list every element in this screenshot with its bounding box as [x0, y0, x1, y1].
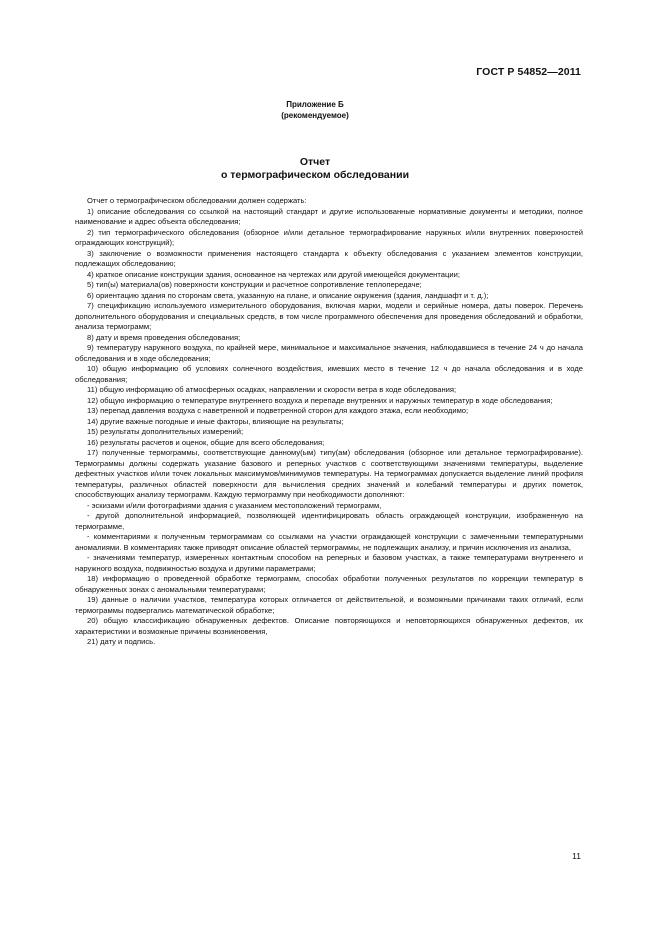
list-item: 21) дату и подпись.: [87, 637, 156, 646]
list-item: 3) заключение о возможности применения настоящего стандарта к объекту обследования с указанием элементов конструкции, подлежащих обследованию;: [75, 248, 583, 268]
list-item: 2) тип термографического обследования (обзорное и/или детальное термографирование наружных и/или внутренних поверхностей ограждающих конструкций);: [75, 227, 583, 247]
list-item: 6) ориентацию здания по сторонам света, указанную на плане, и описание окружения (здания, ландшафт и т. д.);: [87, 290, 489, 300]
list-item: 11) общую информацию об атмосферных осадках, направлении и скорости ветра в ходе обследования;: [87, 385, 457, 394]
list-item: 10) общую информацию об условиях солнечного воздействия, имевших место в течение 12 ч до начала обследования и в ходе обследования;: [75, 364, 583, 384]
list-subitem: - эскизами и/или фотографиями здания с указанием местоположений термограмм,: [87, 500, 382, 510]
list-item: 20) общую классификацию обнаруженных дефектов. Описание повторяющихся и неповторяющихся обнаруженных дефектов, их характеристики и возможные причины возникновения,: [75, 616, 583, 636]
list-item: 4) краткое описание конструкции здания, основанное на чертежах или другой имеющейся документации;: [87, 269, 460, 279]
list-subitem: - значениями температур, измеренных контактным способом на реперных и базовом участках, а также температурами внутреннего и наружного воздуха, подвижностью воздуха и другими параметрами;: [75, 553, 583, 573]
report-title-line-1: Отчет: [299, 156, 331, 168]
list-item: 14) другие важные погодные и иные факторы, влияющие на результаты;: [87, 416, 344, 426]
list-item: 7) спецификацию используемого измерительного оборудования, включая марки, модели и серийные номера, даты поверок. Перечень дополнительного оборудования и специальных средств, в том числе программного обеспечения для проведения обследований и обработки, анализа термограмм;: [75, 301, 583, 331]
page-number: 11: [572, 851, 581, 861]
appendix-type: (рекомендуемое): [281, 111, 349, 120]
list-item: 8) дату и время проведения обследования;: [87, 332, 241, 342]
list-item: 1) описание обследования со ссылкой на настоящий стандарт и другие использованные нормативные документы и методики, полное наименование и адрес объекта обследования;: [75, 206, 583, 226]
appendix-name: Приложение Б: [286, 100, 344, 109]
appendix-heading: [0, 99, 630, 121]
report-body: [75, 196, 583, 648]
report-title-line-2: о термографическом обследовании: [220, 169, 410, 181]
list-item: 16) результаты расчетов и оценок, общие для всего обследования;: [87, 437, 325, 447]
report-title: [0, 156, 630, 182]
standard-code: ГОСТ Р 54852—2011: [476, 66, 581, 78]
intro-paragraph: Отчет о термографическом обследовании должен содержать:: [87, 196, 307, 205]
list-item: 18) информацию о проведенной обработке термограмм, способах обработки полученных результатов по коррекции температур в обнаруженных зонах с аномальными температурами;: [75, 574, 583, 594]
list-item: 9) температуру наружного воздуха, по крайней мере, минимальное и максимальное значения, наблюдавшиеся в течение 24 ч до начала обследования и в ходе обследования;: [75, 343, 583, 363]
list-subitem: - другой дополнительной информацией, позволяющей идентифицировать область ограждающей конструкции, изображенную на термограмме,: [75, 511, 583, 531]
list-item: 15) результаты дополнительных измерений;: [87, 427, 244, 436]
list-item: 5) тип(ы) материала(ов) поверхности конструкции и расчетное сопротивление теплопередаче;: [87, 280, 422, 289]
list-subitem: - комментариями к полученным термограммам со ссылками на участки ограждающей конструкции с замеченными температурными аномалиями. В комментариях также приводят описание областей термограммы, не подлежащих анализу, и причин исключения из анализа,: [75, 532, 583, 552]
list-item: 17) полученные термограммы, соответствующие данному(ым) типу(ам) обследования (обзорное или детальное термографирование). Термограммы должны содержать указание базового и реперных участков с соответствующими значениями температуры, выделение дефектных участков и/или точек локальных максимумов/минимумов температуры. На термограммах допускается выделение линий профиля температуры, различных областей поверхности для вычисления средних значений и колебаний температуры и других пометок, способствующих анализу термограмм. Каждую термограмму при необходимости дополняют:: [75, 448, 583, 499]
list-item: 13) перепад давления воздуха с наветренной и подветренной сторон для каждого этажа, если необходимо;: [87, 406, 469, 415]
list-item: 19) данные о наличии участков, температура которых отличается от действительной, и возможными причинами таких отличий, если термограммы подвергались математической обработке;: [75, 595, 583, 615]
list-item: 12) общую информацию о температуре внутреннего воздуха и перепаде внутренних и наружных температур в ходе обследования;: [87, 395, 553, 405]
